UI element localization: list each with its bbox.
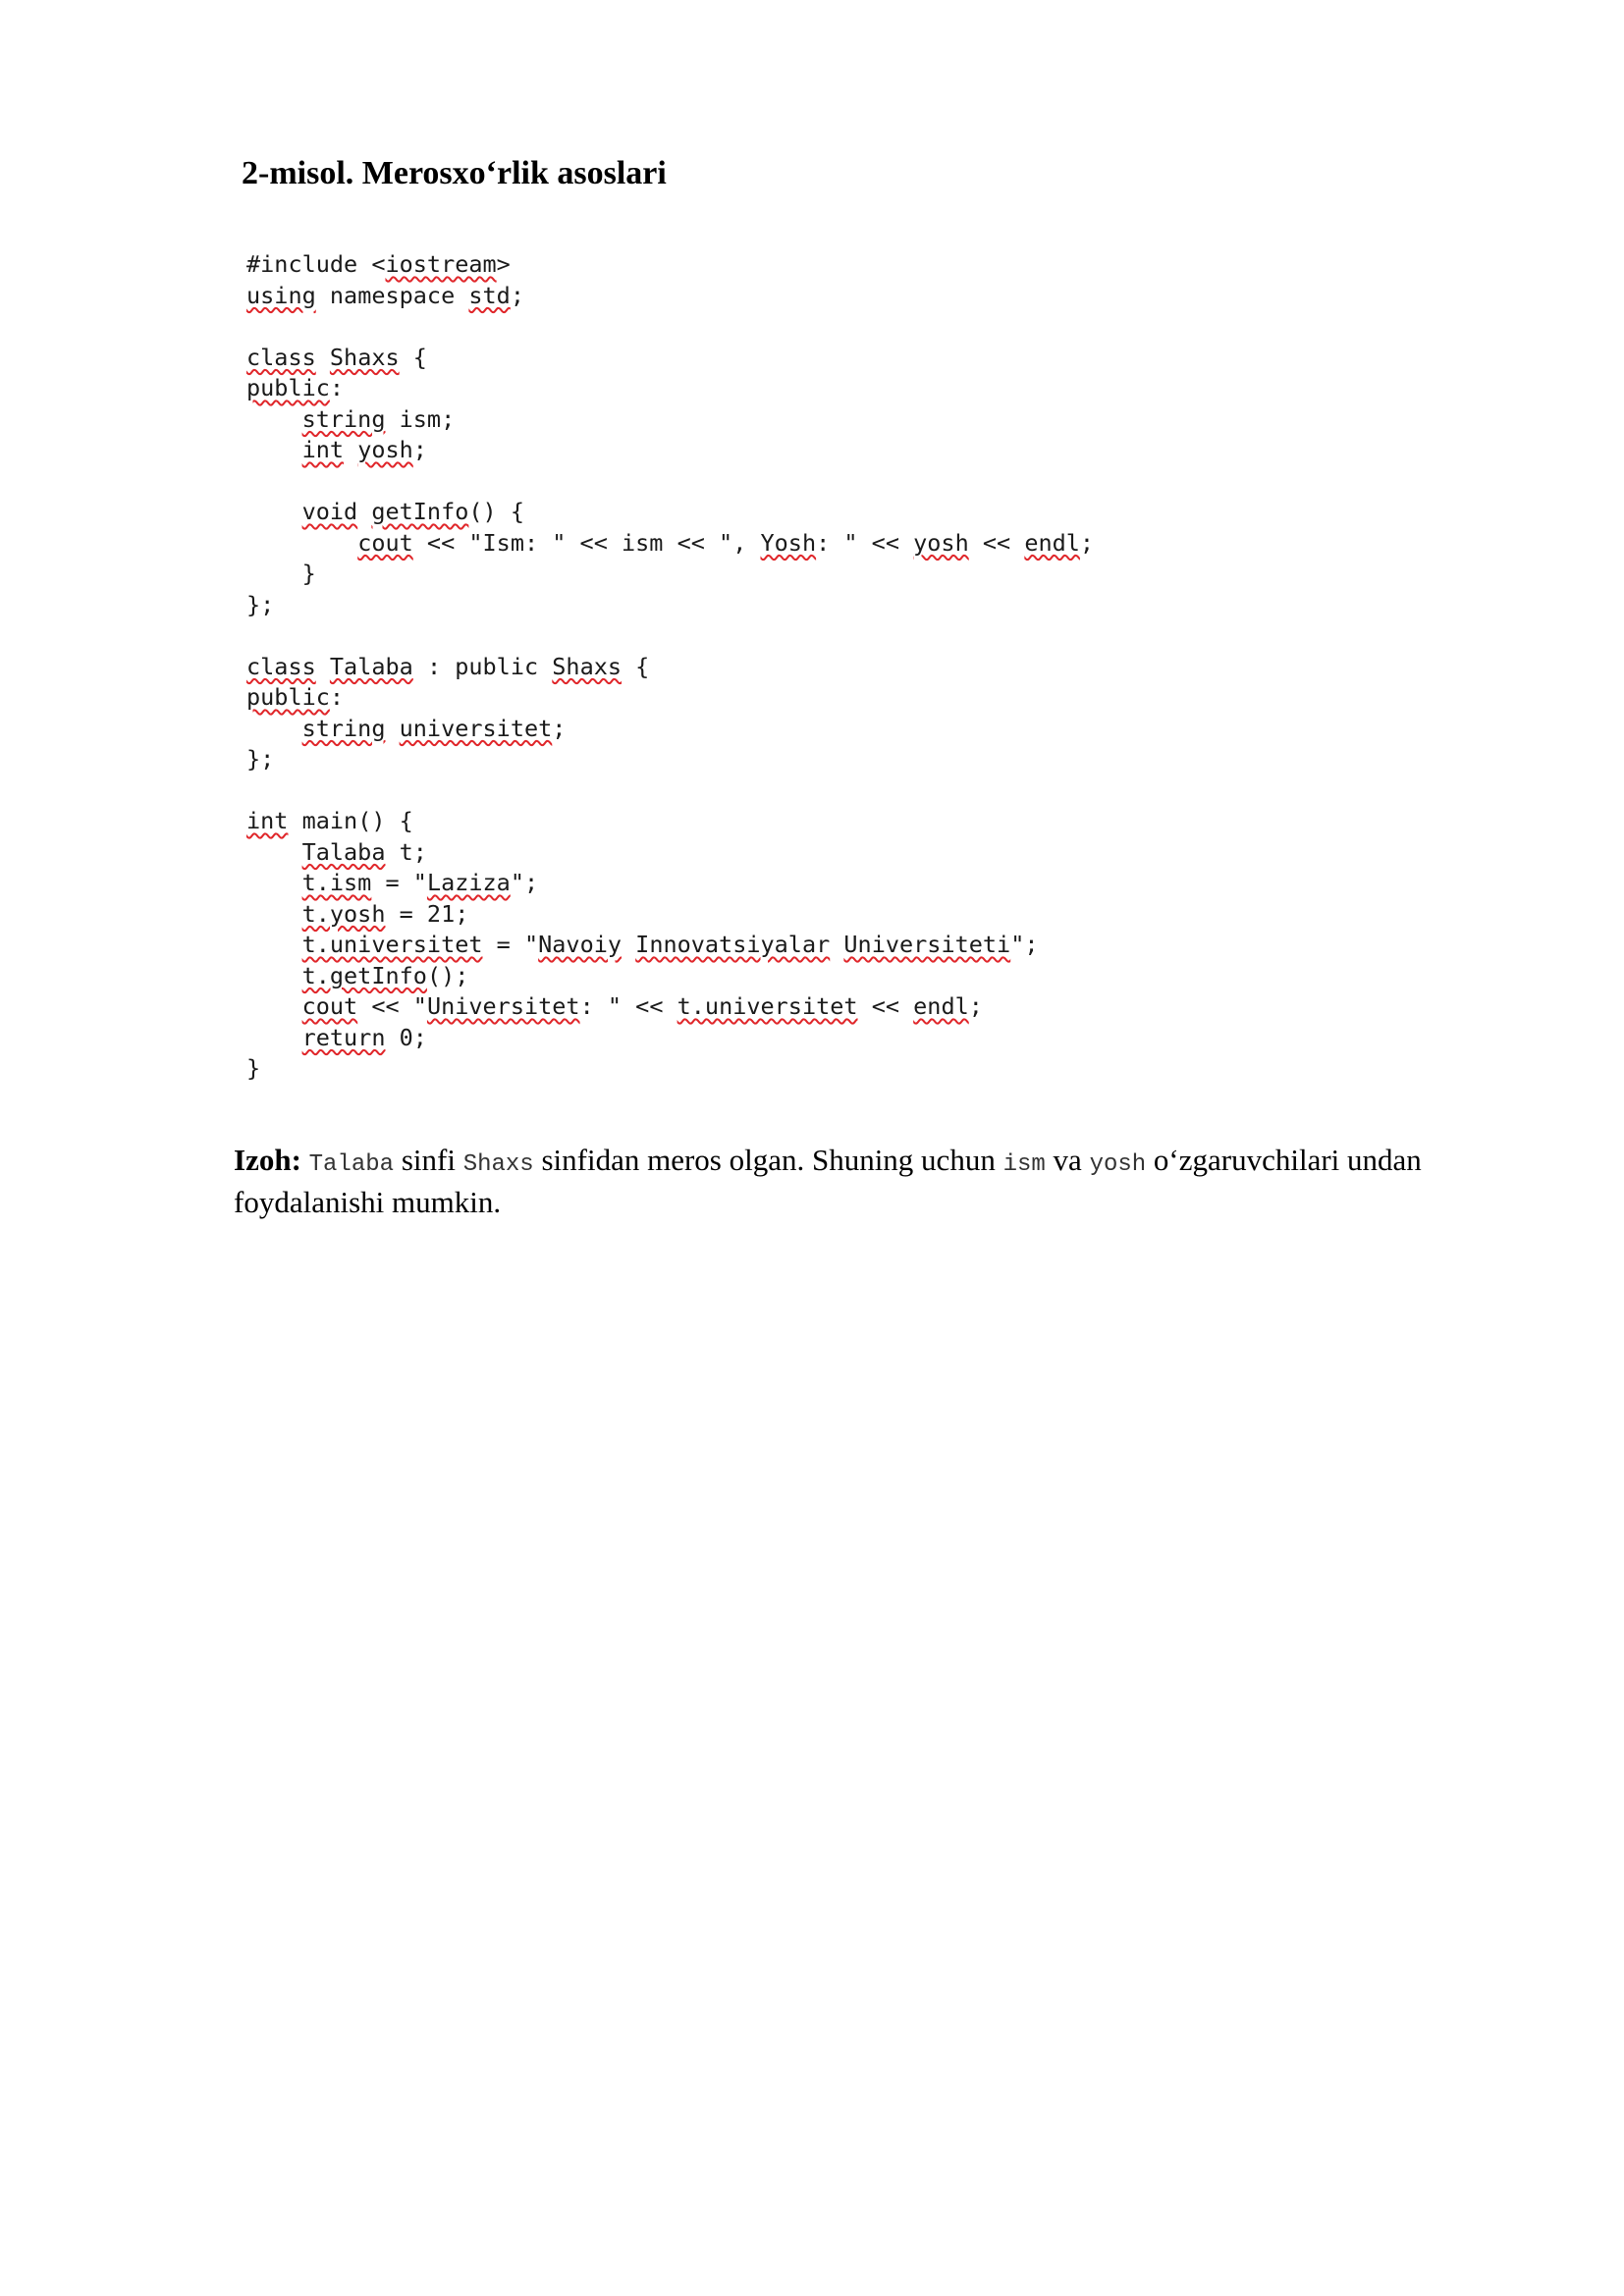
code-token — [246, 529, 357, 557]
code-token-flagged: Shaxs — [329, 343, 400, 371]
code-token: } — [246, 560, 316, 587]
page-heading: 2-misol. Merosxo‘rlik asoslari — [242, 155, 667, 191]
code-token — [246, 900, 302, 928]
code-line — [246, 806, 1094, 837]
code-token: << — [968, 528, 1025, 557]
code-line — [246, 930, 1094, 961]
code-token-flagged: cout — [301, 992, 358, 1020]
code-line — [246, 714, 1094, 745]
code-line — [246, 281, 1094, 312]
code-token-flagged: cout — [357, 528, 413, 557]
code-line — [246, 744, 1094, 775]
inline-code-talaba: Talaba — [308, 1151, 395, 1178]
inline-code-shaxs: Shaxs — [462, 1151, 534, 1178]
code-token-flagged: string — [301, 714, 386, 742]
code-token — [316, 653, 330, 680]
code-token: #include < — [246, 250, 386, 278]
code-token-flagged: iostream — [385, 250, 497, 278]
code-token — [246, 869, 302, 896]
note-text: o‘zgaruvchilari undan foydalanishi mumkin. — [234, 1143, 1422, 1219]
note-label: Izoh: — [234, 1143, 301, 1177]
code-token-flagged: return — [301, 1023, 386, 1051]
code-token: ism; — [385, 404, 456, 433]
code-line — [246, 559, 1094, 590]
code-token-flagged: public — [246, 374, 330, 401]
code-token — [246, 498, 302, 525]
code-token: 0; — [385, 1023, 427, 1051]
code-token-flagged: Innovatsiyalar — [635, 931, 831, 958]
code-token — [385, 715, 399, 742]
code-token-flagged: t.universitet — [301, 931, 483, 958]
code-token: () { — [468, 498, 524, 525]
code-token — [246, 962, 302, 989]
code-token-flagged: Talaba — [301, 837, 386, 866]
code-token-flagged: yosh — [913, 528, 969, 557]
code-token: (); — [426, 961, 469, 989]
code-token — [246, 715, 302, 742]
code-token — [357, 498, 371, 525]
code-token — [316, 344, 330, 371]
code-line — [246, 652, 1094, 683]
code-line — [246, 1053, 1094, 1085]
code-token-flagged: yosh — [357, 436, 413, 463]
code-token: : — [329, 683, 345, 711]
code-token — [246, 838, 302, 866]
code-token-flagged: t.getInfo — [301, 961, 427, 989]
code-token: = " — [482, 931, 539, 958]
code-token-flagged: endl — [1024, 528, 1080, 557]
code-token: { — [622, 652, 650, 680]
code-line — [246, 373, 1094, 404]
code-line — [246, 249, 1094, 281]
code-token: ; — [412, 436, 427, 463]
code-token — [246, 405, 302, 433]
code-token-flagged: Navoiy — [538, 931, 623, 958]
code-line — [246, 682, 1094, 714]
code-snippet — [246, 249, 1094, 1085]
code-token: > — [496, 250, 511, 278]
code-token: << — [857, 992, 914, 1020]
code-token: }; — [246, 590, 275, 618]
code-token — [246, 1024, 302, 1051]
code-token: : public — [412, 652, 553, 680]
note-text: va — [1045, 1143, 1090, 1177]
code-line — [246, 1023, 1094, 1054]
code-token-flagged: t.universitet — [677, 992, 858, 1020]
code-token: ; — [1079, 528, 1095, 557]
code-token-flagged: int — [301, 436, 345, 463]
code-token-flagged: getInfo — [371, 498, 469, 525]
code-token-flagged: std — [468, 281, 511, 309]
code-token: }; — [246, 745, 275, 773]
code-line — [246, 528, 1094, 560]
code-token: "; — [510, 869, 539, 896]
code-token: { — [399, 343, 427, 371]
code-line — [246, 497, 1094, 528]
code-token: "; — [1010, 931, 1039, 958]
code-token-flagged: endl — [913, 992, 969, 1020]
code-token — [344, 436, 357, 463]
code-token: << "Ism: " << ism << ", — [412, 528, 761, 557]
code-token — [246, 436, 302, 463]
code-token: = " — [371, 869, 427, 896]
code-token: namespace — [315, 281, 469, 309]
code-line — [246, 837, 1094, 869]
code-token — [246, 931, 302, 958]
code-line — [246, 404, 1094, 436]
code-token: = 21; — [385, 899, 469, 928]
code-line — [246, 991, 1094, 1023]
code-token: } — [246, 1054, 261, 1082]
code-token: ; — [510, 281, 524, 309]
code-token-flagged: t.ism — [301, 869, 372, 896]
code-line — [246, 620, 1094, 652]
code-line — [246, 775, 1094, 807]
code-token-flagged: Universitet — [426, 992, 580, 1020]
code-token: ; — [968, 992, 983, 1020]
code-token — [622, 931, 635, 958]
code-token — [830, 931, 843, 958]
code-line — [246, 311, 1094, 343]
code-token — [246, 992, 302, 1020]
code-token-flagged: t.yosh — [301, 899, 386, 928]
code-token: : " << — [579, 992, 677, 1020]
code-token-flagged: class — [246, 343, 316, 371]
code-token-flagged: Shaxs — [552, 652, 623, 680]
code-token-flagged: public — [246, 683, 330, 711]
code-token: : " << — [816, 528, 914, 557]
code-token-flagged: Yosh — [760, 528, 817, 557]
note-text: sinfi — [394, 1143, 463, 1177]
code-token-flagged: universitet — [399, 714, 553, 742]
code-token: ; — [552, 714, 567, 742]
code-token-flagged: void — [301, 498, 358, 525]
code-line — [246, 590, 1094, 621]
note-text: sinfidan meros olgan. Shuning uchun — [533, 1143, 1003, 1177]
code-token-flagged: Laziza — [426, 869, 511, 896]
code-token-flagged: Talaba — [329, 652, 413, 680]
code-line — [246, 961, 1094, 992]
code-token: main() { — [288, 807, 413, 834]
code-line — [246, 466, 1094, 498]
note-paragraph — [234, 1142, 1461, 1221]
inline-code-ism: ism — [1002, 1151, 1046, 1178]
code-token: t; — [385, 837, 427, 866]
code-token-flagged: string — [301, 404, 386, 433]
inline-code-yosh: yosh — [1089, 1151, 1147, 1178]
code-line — [246, 343, 1094, 374]
code-line — [246, 899, 1094, 931]
code-token-flagged: Universiteti — [843, 931, 1011, 958]
code-token: : — [329, 374, 345, 401]
code-line — [246, 868, 1094, 899]
code-token: << " — [357, 992, 427, 1020]
code-token-flagged: int — [246, 807, 289, 834]
code-token-flagged: class — [246, 652, 316, 680]
code-token-flagged: using — [246, 281, 316, 309]
code-line — [246, 435, 1094, 466]
